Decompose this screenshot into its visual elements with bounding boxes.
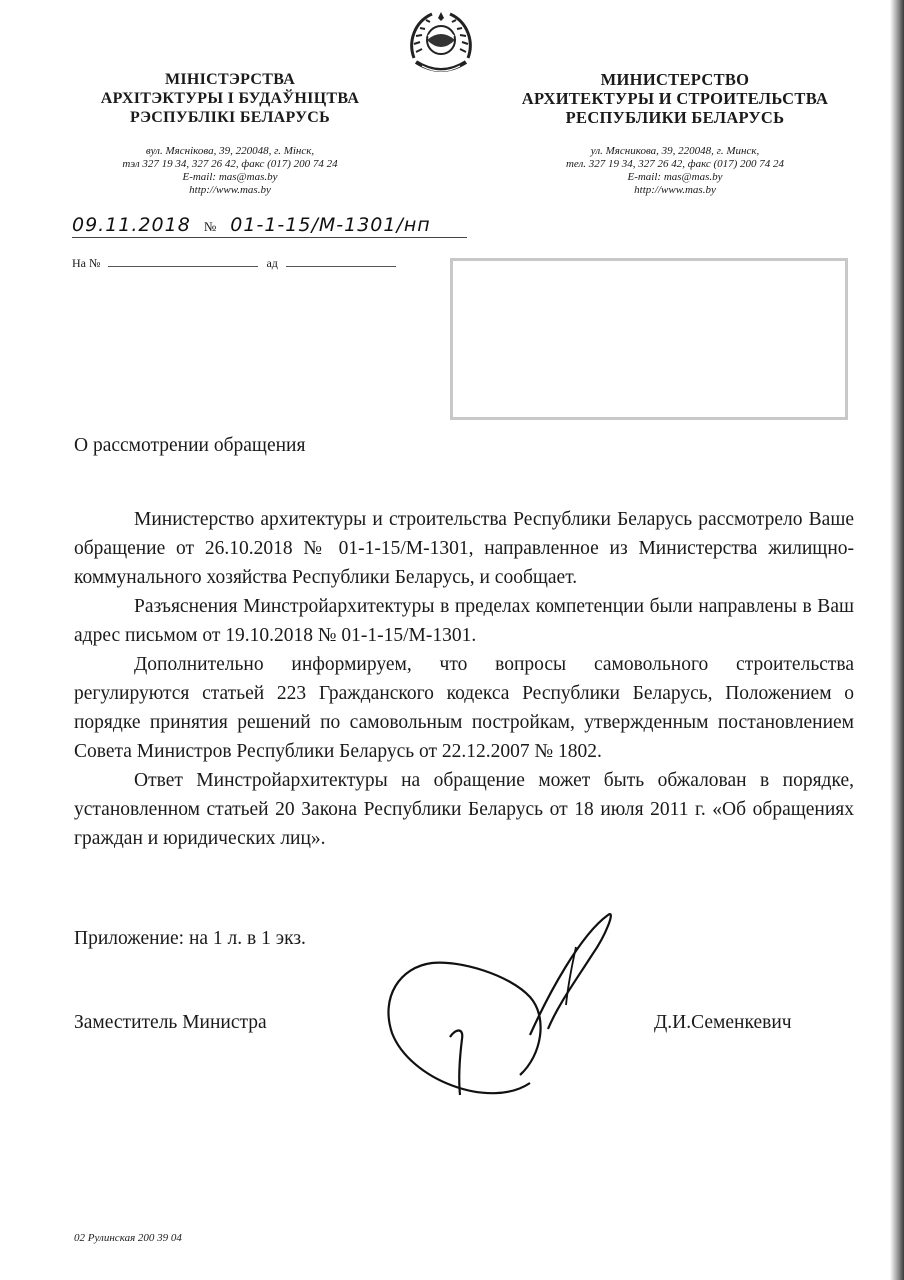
handwritten-signature bbox=[380, 905, 620, 1105]
registration-date: 09.11.2018 bbox=[72, 214, 191, 236]
ministry-name-ru: МИНИСТЕРСТВО АРХИТЕКТУРЫ И СТРОИТЕЛЬСТВА РЕСПУБЛИКИ БЕЛАРУСЬ bbox=[521, 70, 829, 127]
contacts-by: вул. Мяснікова, 39, 220048, г. Мінск, тэл 327 19 34, 327 26 42, факс (017) 200 74 24 E-mail: mas@mas.by http://www.mas.by bbox=[122, 145, 338, 196]
signer-position: Заместитель Министра bbox=[74, 1012, 267, 1033]
registration-stamp bbox=[72, 214, 431, 236]
reply-from-blank bbox=[286, 256, 396, 267]
letter-body bbox=[74, 505, 854, 853]
registration-number: 01-1-15/М-1301/нп bbox=[230, 214, 431, 236]
body-paragraph: Ответ Минстройархитектуры на обращение может быть обжалован в порядке, установленном статьей 20 Закона Республики Беларусь от 18 июля 2011 г. «Об обращениях граждан и юридических лиц». bbox=[74, 770, 854, 849]
coat-of-arms-icon bbox=[402, 6, 480, 84]
redacted-addressee-box bbox=[450, 258, 848, 420]
reply-to-label: На № bbox=[72, 256, 101, 270]
registration-underline bbox=[72, 237, 467, 238]
executor-footer: 02 Рулинская 200 39 04 bbox=[74, 1232, 182, 1244]
contacts-ru: ул. Мясникова, 39, 220048, г. Минск, тел. 327 19 34, 327 26 42, факс (017) 200 74 24 E-mail: mas@mas.by http://www.mas.by bbox=[565, 145, 785, 196]
reply-to-line bbox=[72, 256, 412, 271]
scan-edge-shadow bbox=[890, 0, 904, 1280]
appendix-note: Приложение: на 1 л. в 1 экз. bbox=[74, 928, 306, 949]
reply-from-label: ад bbox=[266, 256, 278, 270]
reply-to-blank bbox=[108, 256, 258, 267]
body-paragraph: Разъяснения Минстройархитектуры в пределах компетенции были направлены в Ваш адрес письмом от 19.10.2018 № 01-1-15/М-1301. bbox=[74, 596, 854, 646]
header-belarusian bbox=[60, 70, 400, 197]
header-russian bbox=[475, 70, 875, 197]
registration-no-label: № bbox=[203, 219, 218, 234]
letter-subject: О рассмотрении обращения bbox=[74, 435, 306, 456]
body-paragraph: Дополнительно информируем, что вопросы самовольного строительства регулируются статьей 223 Гражданского кодекса Республики Беларусь, Положением о порядке принятия решений по самовольным постройкам, утвержденным постановлением Совета Министров Республики Беларусь от 22.12.2007 № 1802. bbox=[74, 654, 854, 762]
signer-name: Д.И.Семенкевич bbox=[654, 1012, 792, 1033]
ministry-name-by: МІНІСТЭРСТВА АРХІТЭКТУРЫ І БУДАЎНІЦТВА РЭСПУБЛІКІ БЕЛАРУСЬ bbox=[100, 71, 360, 126]
body-paragraph: Министерство архитектуры и строительства Республики Беларусь рассмотрело Ваше обращение от 26.10.2018 № 01-1-15/М-1301, направленное из Министерства жилищно-коммунального хозяйства Республики Беларусь, и сообщает. bbox=[74, 509, 854, 588]
